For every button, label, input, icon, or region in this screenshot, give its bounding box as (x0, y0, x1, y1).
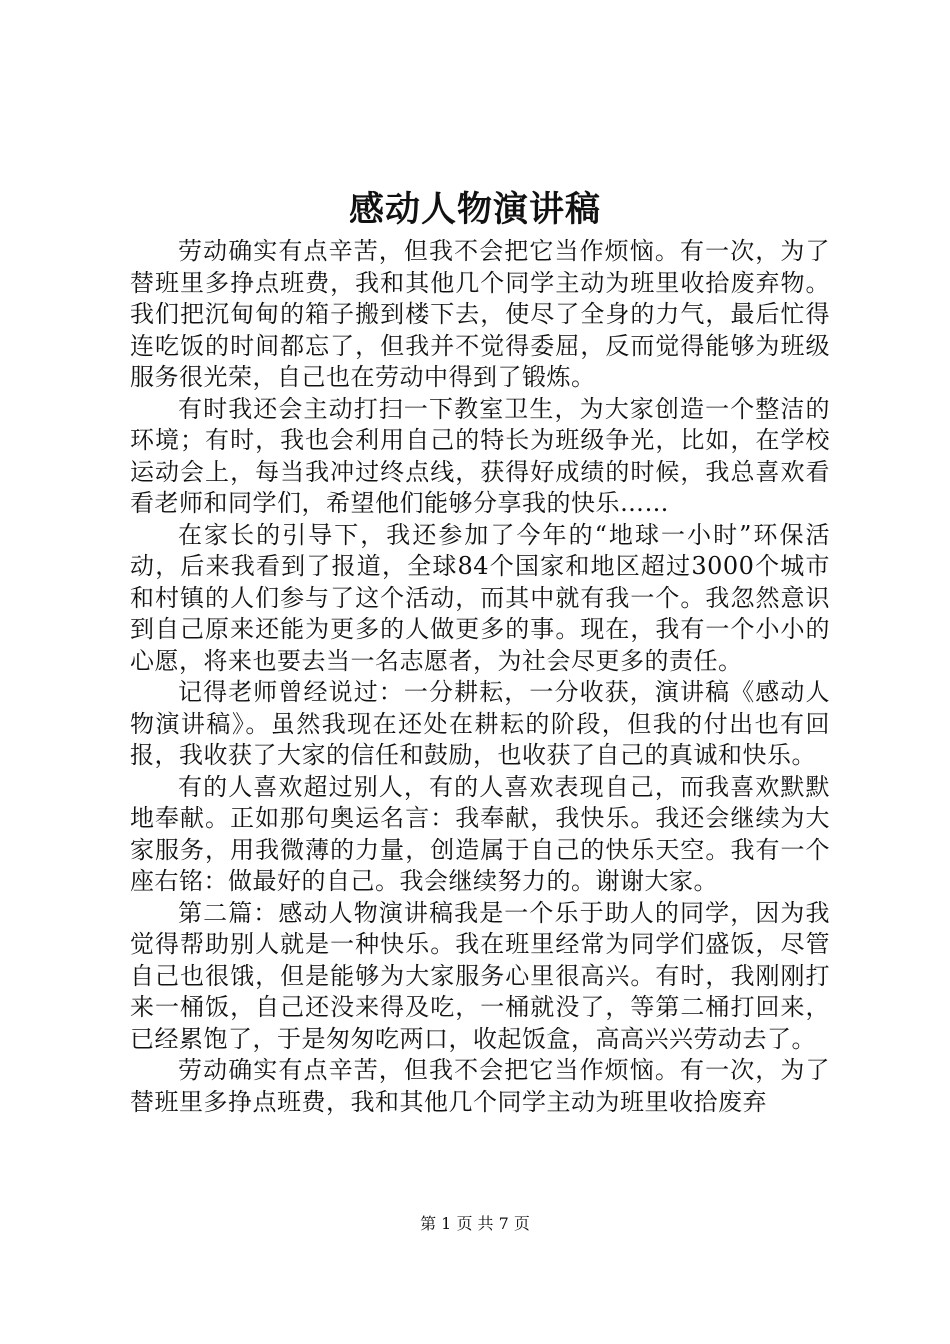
paragraph: 有时我还会主动打扫一下教室卫生，为大家创造一个整洁的环境；有时，我也会利用自己的特长为班级争光，比如，在学校运动会上，每当我冲过终点线，获得好成绩的时候，我总喜欢看看老师和同学们，希望他们能够分享我的快乐…… (130, 394, 830, 517)
page-title: 感动人物演讲稿 (348, 189, 601, 230)
paragraph: 有的人喜欢超过别人，有的人喜欢表现自己，而我喜欢默默地奉献。正如那句奥运名言：我奉献，我快乐。我还会继续为大家服务，用我微薄的力量，创造属于自己的快乐天空。我有一个座右铭：做最好的自己。我会继续努力的。谢谢大家。 (130, 772, 830, 895)
paragraph: 在家长的引导下，我还参加了今年的“地球一小时”环保活动，后来我看到了报道，全球84个国家和地区超过3000个城市和村镇的人们参与了这个活动，而其中就有我一个。我忽然意识到自己原来还能为更多的人做更多的事。现在，我有一个小小的心愿，将来也要去当一名志愿者，为社会尽更多的责任。 (130, 520, 830, 675)
paragraph: 劳动确实有点辛苦，但我不会把它当作烦恼。有一次，为了替班里多挣点班费，我和其他几个同学主动为班里收拾废弃 (130, 1056, 830, 1116)
paragraph: 第二篇：感动人物演讲稿我是一个乐于助人的同学，因为我觉得帮助别人就是一种快乐。我在班里经常为同学们盛饭，尽管自己也很饿，但是能够为大家服务心里很高兴。有时，我刚刚打来一桶饭，自己还没来得及吃，一桶就没了，等第二桶打回来，已经累饱了，于是匆匆吃两口，收起饭盒，高高兴兴劳动去了。 (130, 898, 830, 1053)
page-number-footer: 第 1 页 共 7 页 (420, 1214, 530, 1233)
paragraph: 记得老师曾经说过：一分耕耘，一分收获，演讲稿《感动人物演讲稿》。虽然我现在还处在耕耘的阶段，但我的付出也有回报，我收获了大家的信任和鼓励，也收获了自己的真诚和快乐。 (130, 678, 830, 769)
document-body (130, 236, 830, 1186)
paragraph: 劳动确实有点辛苦，但我不会把它当作烦恼。有一次，为了替班里多挣点班费，我和其他几个同学主动为班里收拾废弃物。我们把沉甸甸的箱子搬到楼下去，使尽了全身的力气，最后忙得连吃饭的时间都忘了，但我并不觉得委屈，反而觉得能够为班级服务很光荣，自己也在劳动中得到了锻炼。 (130, 237, 830, 391)
